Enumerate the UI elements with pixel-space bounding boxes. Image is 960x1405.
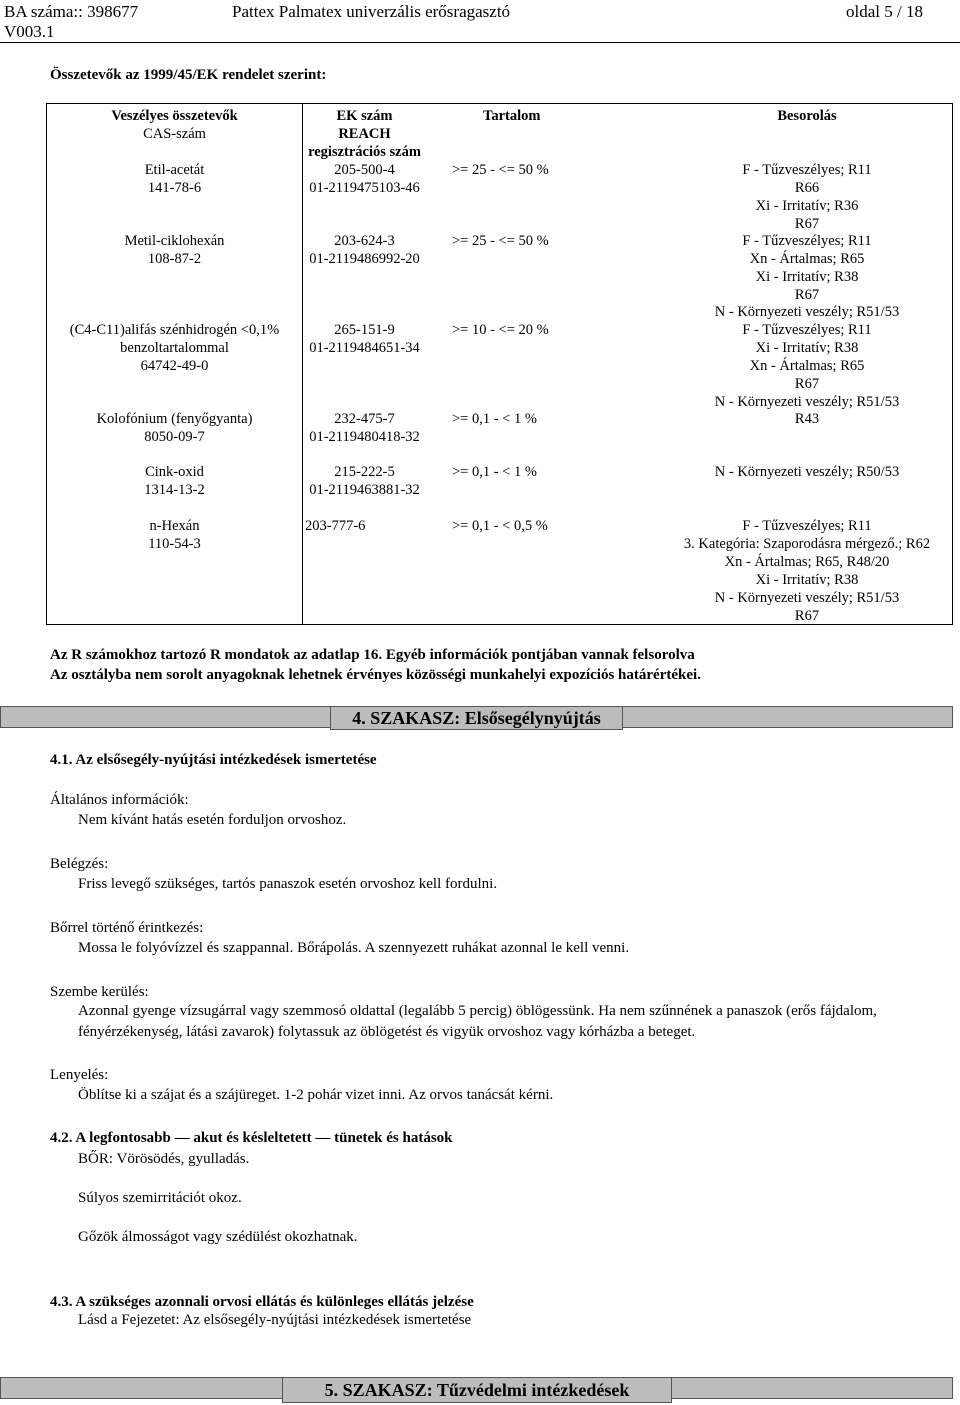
col-class-header: Besorolás (777, 108, 837, 124)
inhalation-label: Belégzés: (50, 856, 109, 872)
ingredient-class: F - Tűzveszélyes; R11 (742, 233, 872, 249)
ingredient-reach: 01-2119486992-20 (309, 251, 420, 267)
s42-line-vapour: Gőzök álmosságot vagy szédülést okozhatnak. (78, 1229, 358, 1245)
ingredient-class: R43 (794, 411, 820, 427)
ingredient-class: R67 (794, 608, 820, 624)
version: V003.1 (4, 22, 55, 41)
s43-text: Lásd a Fejezetet: Az elsősegély-nyújtási intézkedések ismertetése (78, 1312, 472, 1328)
ingredient-ec: 205-500-4 (334, 162, 395, 178)
ingredient-class: R67 (794, 216, 820, 232)
ingredient-content: >= 25 - <= 50 % (452, 233, 549, 249)
col-hazardous-header: Veszélyes összetevők (111, 108, 238, 124)
ingredient-ec: 203-624-3 (334, 233, 395, 249)
ingredient-reach: 01-2119480418-32 (309, 429, 420, 445)
ingredient-class: Xn - Ártalmas; R65 (749, 251, 865, 267)
skin-contact-text: Mossa le folyóvízzel és szappannal. Bőrápolás. A szennyezett ruhákat azonnal le kell venni. (78, 940, 630, 956)
page-number: oldal 5 / 18 (846, 2, 923, 21)
inhalation-text: Friss levegő szükséges, tartós panaszok esetén orvoshoz kell fordulni. (78, 876, 498, 892)
ba-number: BA száma:: 398677 (4, 2, 139, 21)
ingredient-reach: 01-2119475103-46 (309, 180, 420, 196)
ingredients-table (46, 103, 953, 625)
ingredient-class: Xi - Irritatív; R36 (755, 198, 859, 214)
ingredient-name: (C4-C11)alifás szénhidrogén <0,1% (69, 322, 280, 338)
col-cas-header: CAS-szám (143, 126, 206, 142)
ingredient-content: >= 0,1 - < 0,5 % (452, 518, 548, 534)
ingredient-cas: 110-54-3 (148, 536, 201, 552)
general-info-text: Nem kívánt hatás esetén forduljon orvoshoz. (78, 812, 347, 828)
ingredient-content: >= 10 - <= 20 % (452, 322, 549, 338)
ingredient-name-cont: benzoltartalommal (120, 340, 229, 356)
ingredient-cas: 64742-49-0 (140, 358, 209, 374)
ingredient-content: >= 25 - <= 50 % (452, 162, 549, 178)
col-ec-header: EK szám (336, 108, 393, 124)
col-reg-header: regisztrációs szám (308, 144, 421, 160)
s42-line-eye: Súlyos szemirritációt okoz. (78, 1190, 242, 1206)
ingredient-class: Xn - Ártalmas; R65 (749, 358, 865, 374)
ingredient-name: n-Hexán (149, 518, 200, 534)
ingredient-class: N - Környezeti veszély; R51/53 (714, 304, 900, 320)
ingredient-class: R67 (794, 287, 820, 303)
ingredient-ec: 232-475-7 (334, 411, 395, 427)
note-r-phrases: Az R számokhoz tartozó R mondatok az adatlap 16. Egyéb információk pontjában vannak felsorolva (50, 647, 695, 663)
ingredient-name: Cink-oxid (145, 464, 204, 480)
ingredient-content: >= 0,1 - < 1 % (452, 411, 537, 427)
ingredient-class: Xi - Irritatív; R38 (755, 340, 859, 356)
ingredient-cas: 1314-13-2 (144, 482, 205, 498)
s42-line-skin: BŐR: Vörösödés, gyulladás. (78, 1151, 250, 1167)
ingredient-class: F - Tűzveszélyes; R11 (742, 518, 872, 534)
general-info-label: Általános információk: (50, 792, 189, 808)
col-reach-header: REACH (338, 126, 391, 142)
note-exposure-limits: Az osztályba nem sorolt anyagoknak lehetnek érvényes közösségi munkahelyi expozíciós határértékei. (50, 667, 701, 683)
ingredient-name: Kolofónium (fenyőgyanta) (96, 411, 253, 427)
ingredient-class: N - Környezeti veszély; R50/53 (714, 464, 900, 480)
ingredient-content: >= 0,1 - < 1 % (452, 464, 537, 480)
eye-contact-label: Szembe kerülés: (50, 984, 149, 1000)
s43-title: 4.3. A szükséges azonnali orvosi ellátás és különleges ellátás jelzése (50, 1294, 474, 1310)
s41-title: 4.1. Az elsősegély-nyújtási intézkedések ismertetése (50, 752, 377, 768)
ingredient-class: N - Környezeti veszély; R51/53 (714, 394, 900, 410)
ingredient-ec: 265-151-9 (334, 322, 395, 338)
ingredient-class: 3. Kategória: Szaporodásra mérgező.; R62 (683, 536, 931, 552)
ingredient-class: R67 (794, 376, 820, 392)
r-phrase-notes (50, 645, 701, 685)
ingredient-class: N - Környezeti veszély; R51/53 (714, 590, 900, 606)
ingredient-class: F - Tűzveszélyes; R11 (742, 162, 872, 178)
ingredient-cas: 141-78-6 (147, 180, 202, 196)
ingredient-name: Metil-ciklohexán (124, 233, 225, 249)
ingredient-ec: 215-222-5 (334, 464, 395, 480)
ingredient-cas: 108-87-2 (147, 251, 202, 267)
section5-title: 5. SZAKASZ: Tűzvédelmi intézkedések (282, 1377, 672, 1403)
eye-contact-text: Azonnal gyenge vízsugárral vagy szemmosó oldattal (legalább 5 percig) öblögessünk. Ha nem szűnnének a panaszok (erős fájdalom, fényérzékenység, látási zavarok) folytassuk az öblögetést és vigyük orvoshoz vagy kórházba a beteget. (78, 1003, 877, 1040)
ingredient-reach: 01-2119484651-34 (309, 340, 420, 356)
product-name: Pattex Palmatex univerzális erősragasztó (232, 2, 511, 21)
ingredient-class: Xi - Irritatív; R38 (755, 269, 859, 285)
ingestion-label: Lenyelés: (50, 1067, 109, 1083)
ingredient-ec: 203-777-6 (305, 518, 366, 534)
ingredient-class: F - Tűzveszélyes; R11 (742, 322, 872, 338)
ingredient-reach: 01-2119463881-32 (309, 482, 420, 498)
skin-contact-label: Bőrrel történő érintkezés: (50, 920, 204, 936)
ingredient-name: Etil-acetát (144, 162, 205, 178)
section4-title: 4. SZAKASZ: Elsősegélynyújtás (330, 706, 623, 730)
ingredients-title: Összetevők az 1999/45/EK rendelet szerint: (50, 67, 327, 83)
col-content-header: Tartalom (483, 108, 541, 124)
s42-title: 4.2. A legfontosabb — akut és késleltetett — tünetek és hatások (50, 1130, 453, 1146)
ingestion-text: Öblítse ki a szájat és a szájüreget. 1-2 pohár vizet inni. Az orvos tanácsát kérni. (78, 1087, 554, 1103)
ingredient-class: R66 (794, 180, 820, 196)
header-divider (0, 42, 960, 43)
ingredient-class: Xi - Irritatív; R38 (755, 572, 859, 588)
ingredient-cas: 8050-09-7 (144, 429, 205, 445)
ingredient-class: Xn - Ártalmas; R65, R48/20 (724, 554, 890, 570)
